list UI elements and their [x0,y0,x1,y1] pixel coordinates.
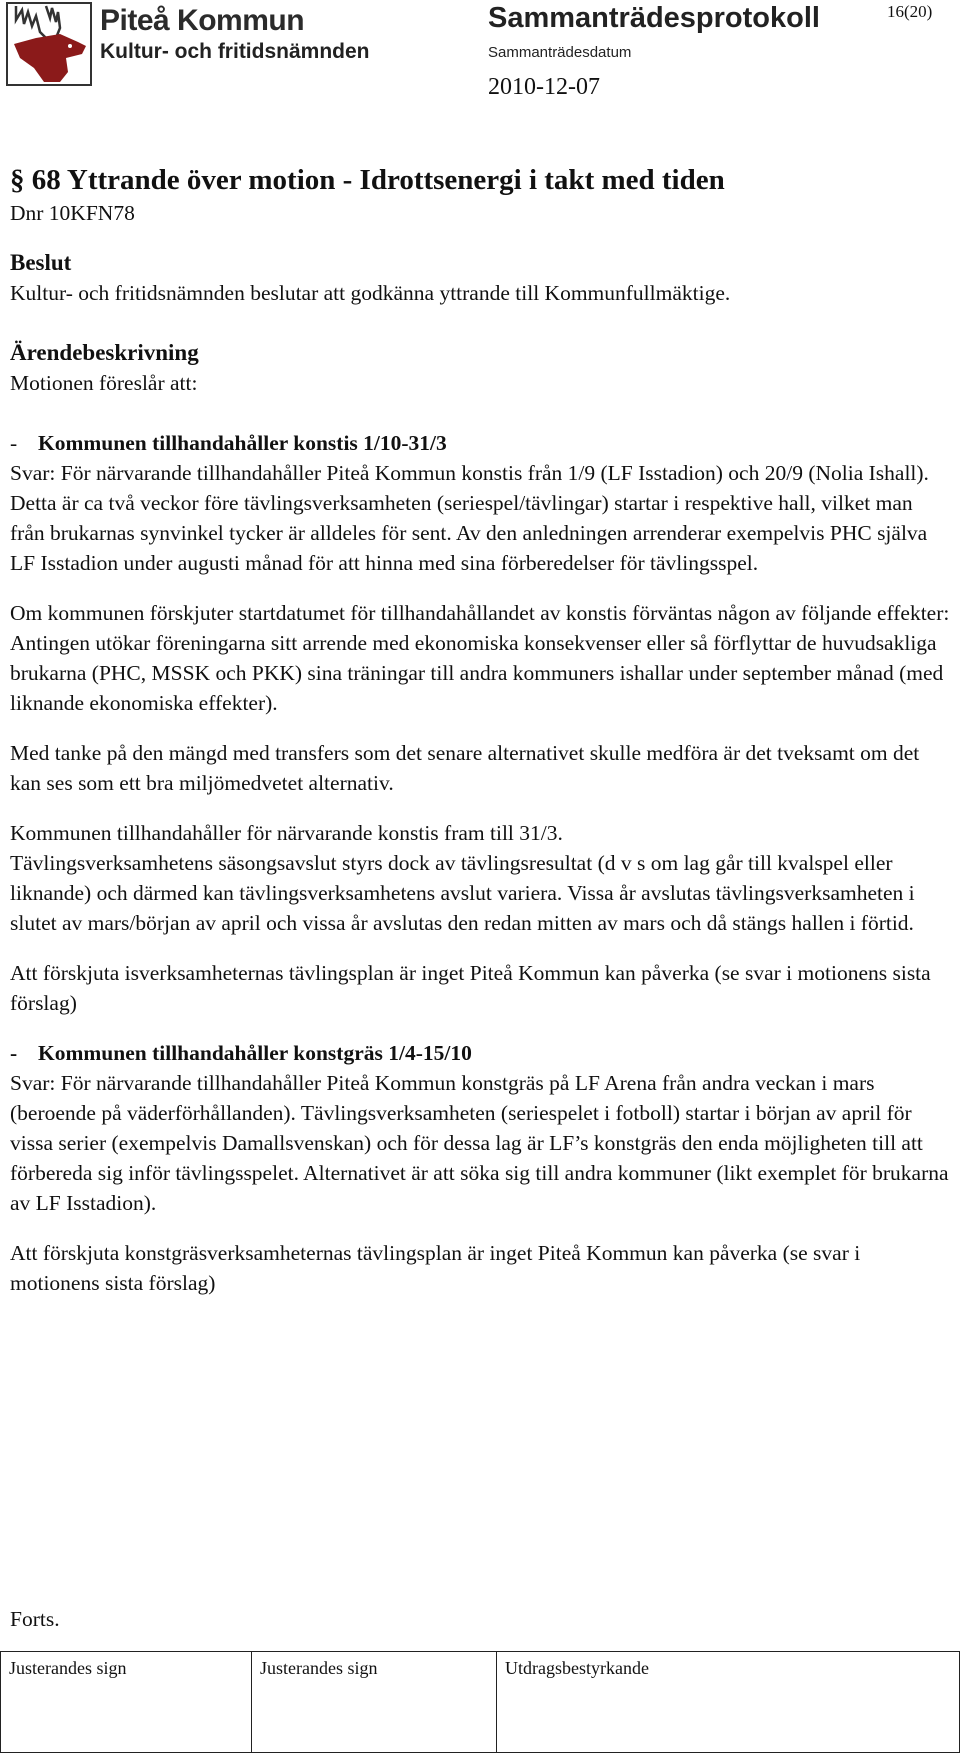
konstis-para2: Om kommunen förskjuter startdatumet för tillhandahållandet av konstis förväntas någon av följande effekter: [10,601,950,625]
signature-cell: Utdragsbestyrkande [505,1658,649,1678]
bullet-konstis [10,428,950,458]
konstgras-answer: Svar: För närvarande tillhandahåller Piteå Kommun konstgräs på LF Arena från andra veckan i mars (beroende på väderförhållanden). Tävlingsverksamheten (seriespelet i fotboll) startar i början av april för vissa serier (exempelvis Damallsvenskan) och för dessa lag är LF’s konstgräs den enda möjligheten till att förbereda sig inför tävlingsspelet. Alternativet är att söka sig till andra kommuner (likt exemplet för brukarna av LF Isstadion). [10,1071,949,1215]
signature-cell: Justerandes sign [1,1652,252,1752]
dnr-number: Dnr 10KFN78 [10,201,135,225]
konstgras-para2: Att förskjuta konstgräsverksamheternas tävlingsplan är inget Piteå Kommun kan påverka (se svar i motionens sista förslag) [10,1241,861,1295]
konstis-para2b: Antingen utökar föreningarna sitt arrende med ekonomiska konsekvenser eller så förflyttar de huvudsakliga brukarna (PHC, MSSK och PKK) sina träningar till andra kommuners ishallar under september månad (med liknande ekonomiska effekter). [10,631,944,715]
signature-cell: Justerandes sign [252,1652,497,1752]
section-title: § 68 Yttrande över motion - Idrottsenergi i takt med tiden [10,164,725,196]
page-number: 16(20) [887,2,933,21]
meeting-date: 2010-12-07 [488,74,600,100]
page-header [0,0,960,120]
arende-heading: Ärendebeskrivning [10,340,199,365]
konstis-answer: Svar: För närvarande tillhandahåller Piteå Kommun konstis från 1/9 (LF Isstadion) och 20/9 (Nolia Ishall). Detta är ca två veckor före tävlingsverksamheten (seriespel/tävlingar) startar i respektive hall, vilket man från brukarnas synvinkel tycker är alldeles för sent. Av den anledningen arrenderar exempelvis PHC själva LF Isstadion under augusti månad för att hinna med sina förberedelser för tävlingsspel. [10,461,929,575]
municipal-logo [6,2,92,86]
konstis-para5: Att förskjuta isverksamheternas tävlingsplan är inget Piteå Kommun kan påverka (se svar i motionens sista förslag) [10,961,931,1015]
signature-table [0,1651,960,1753]
beslut-heading: Beslut [10,250,72,275]
org-name: Piteå Kommun [100,4,305,37]
beslut-text: Kultur- och fritidsnämnden beslutar att godkänna yttrande till Kommunfullmäktige. [10,281,731,305]
committee-name: Kultur- och fritidsnämnden [100,40,370,63]
date-label: Sammanträdesdatum [488,44,632,61]
continued-note: Forts. [10,1607,60,1631]
bullet-konstis-text: Kommunen tillhandahåller konstis 1/10-31/3 [38,431,447,455]
arende-intro: Motionen föreslår att: [10,371,198,395]
konstis-para3: Med tanke på den mängd med transfers som det senare alternativet skulle medföra är det tveksamt om det kan ses som ett bra miljömedvetet alternativ. [10,741,920,795]
konstis-para4: Kommunen tillhandahåller för närvarande konstis fram till 31/3. [10,821,563,845]
bullet-konstgras-text: Kommunen tillhandahåller konstgräs 1/4-15/10 [38,1041,472,1065]
bullet-dash: - [10,431,18,455]
document-title: Sammanträdesprotokoll [488,2,820,34]
document-body [10,162,950,1298]
bullet-dash: - [10,1041,18,1065]
bullet-konstgras [10,1038,950,1068]
konstis-para4b: Tävlingsverksamhetens säsongsavslut styrs dock av tävlingsresultat (d v s om lag går till kvalspel eller liknande) och därmed kan tävlingsverksamhetens avslut variera. Vissa år avslutas tävlingsverksamheten i slutet av mars/början av april och vissa år avslutas den redan mitten av mars och då stängs hallen i förtid. [10,851,915,935]
